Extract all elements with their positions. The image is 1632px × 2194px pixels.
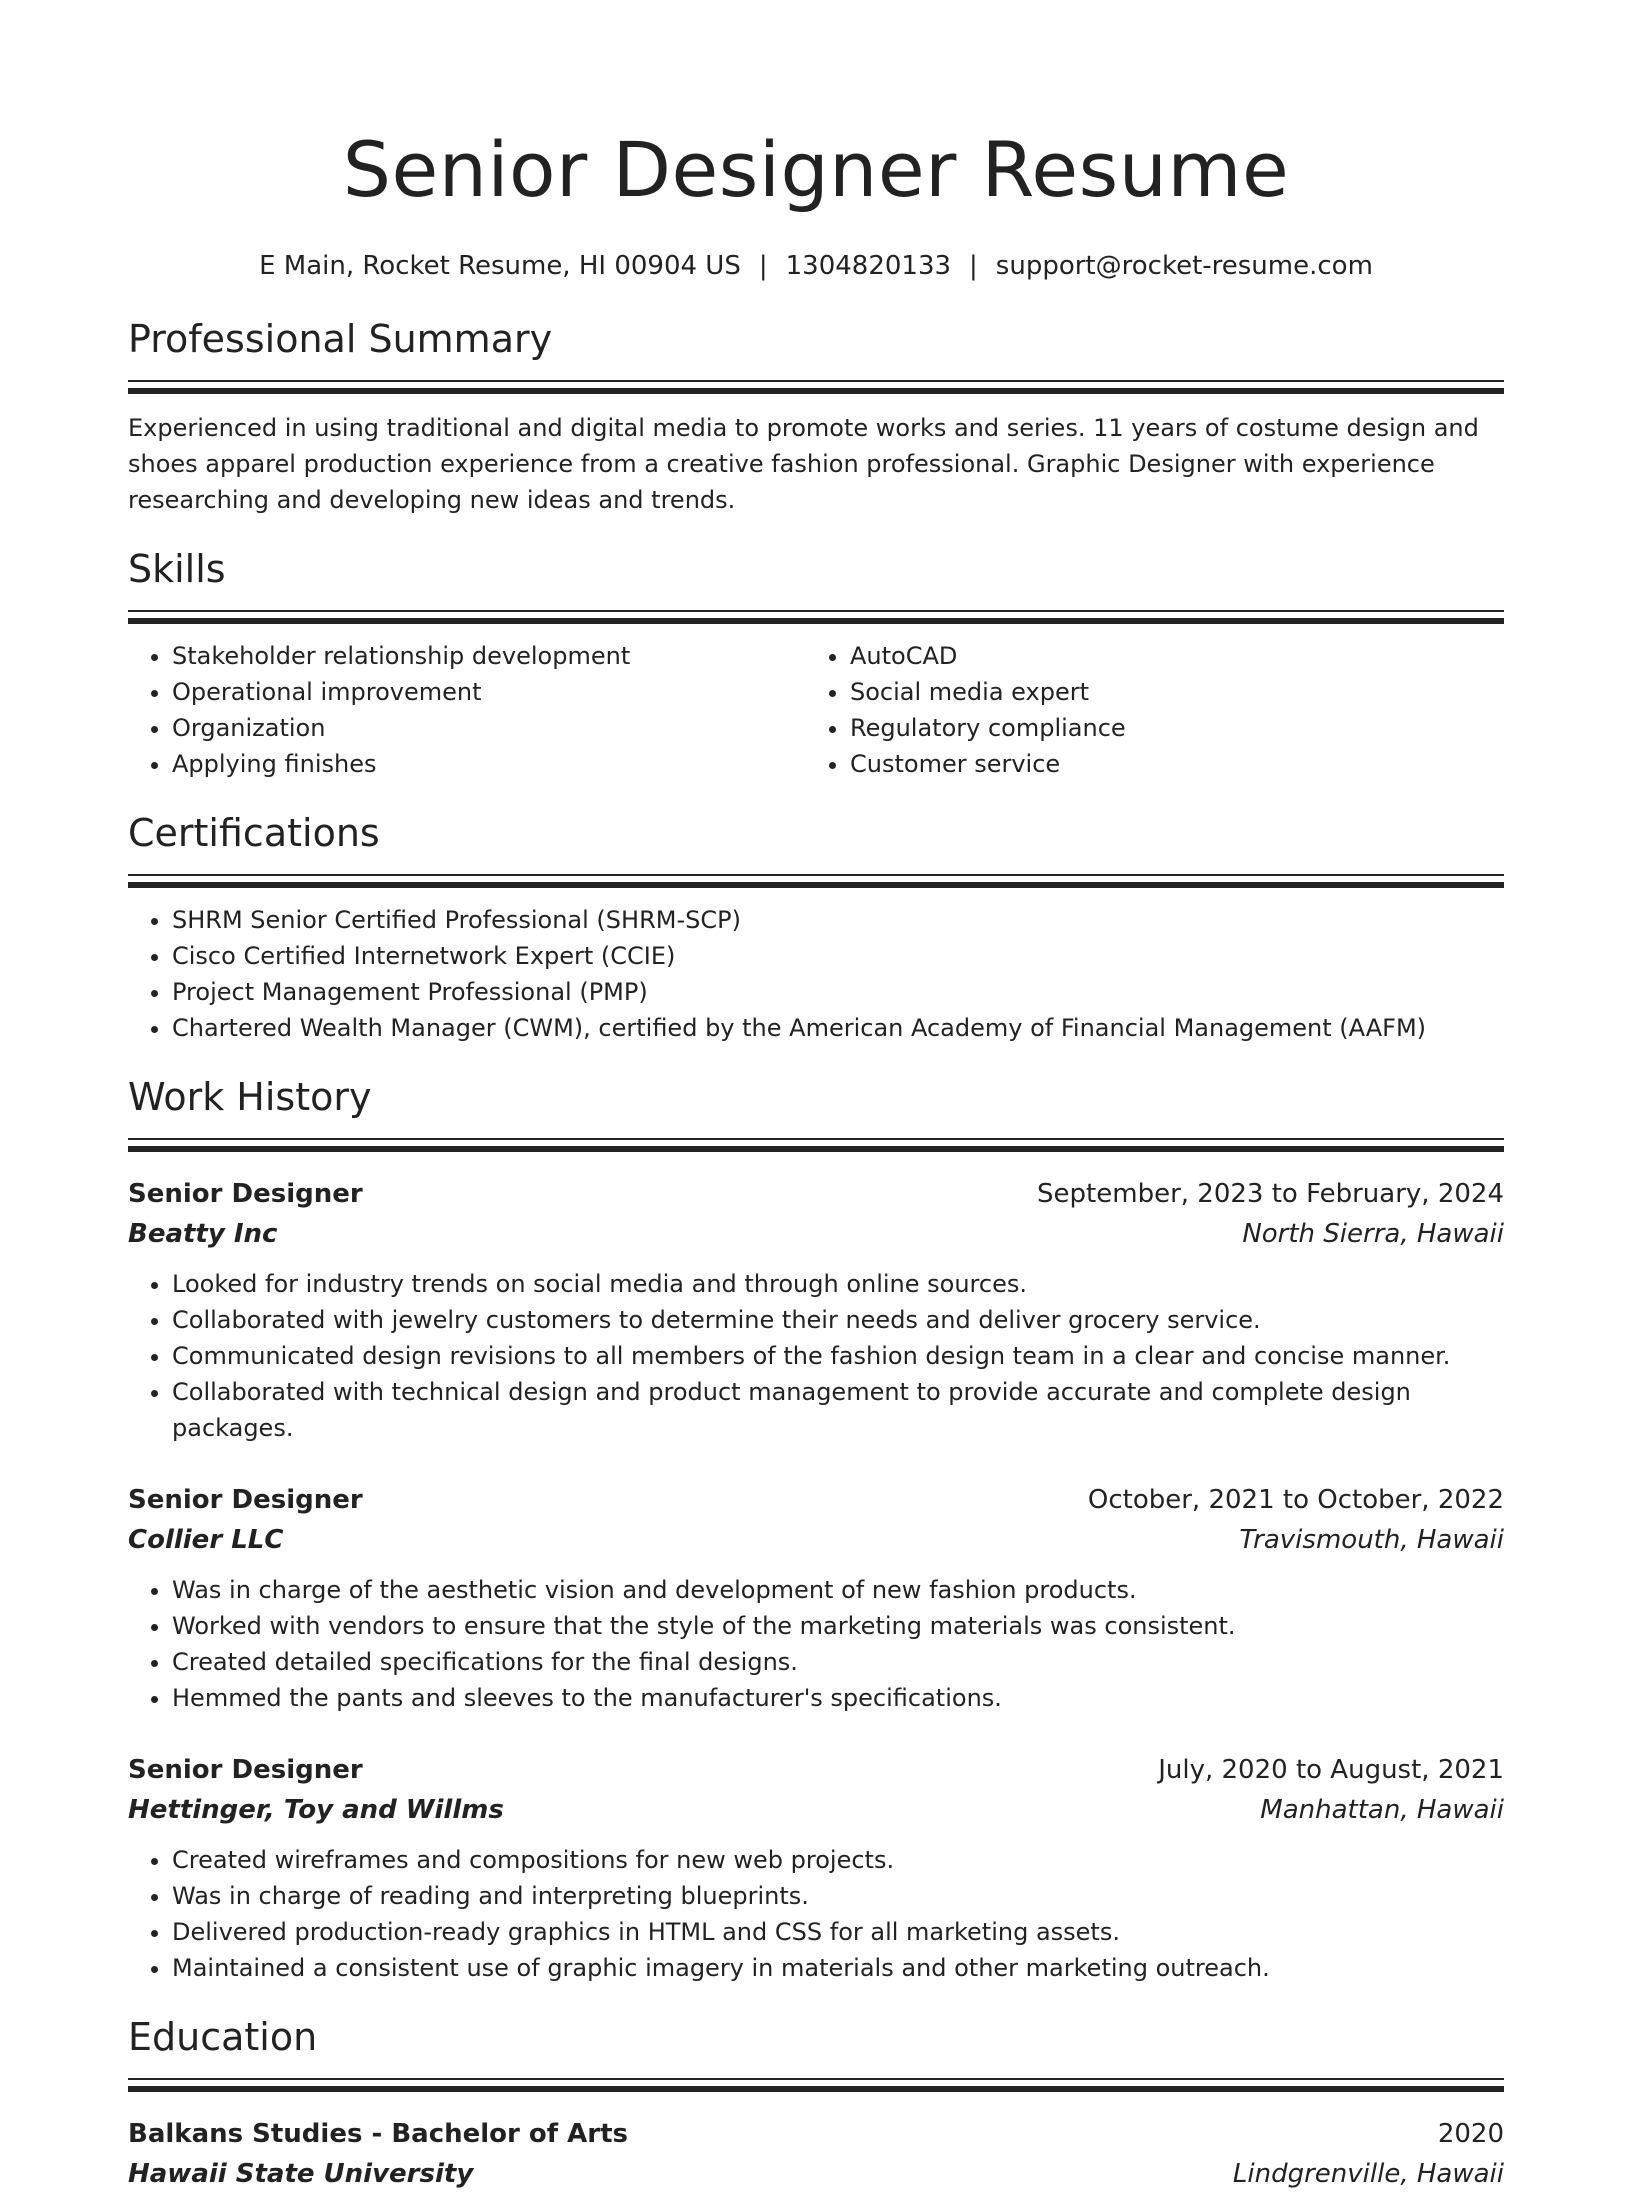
job-company: Hettinger, Toy and Willms [128, 1795, 504, 1825]
contact-separator: | [969, 251, 978, 281]
skill-item: • Social media expert [850, 674, 1484, 710]
job-dates: October, 2021 to October, 2022 [1087, 1485, 1504, 1515]
section-divider [128, 380, 1504, 394]
education-location: Lindgrenville, Hawaii [1232, 2159, 1504, 2189]
education-degree: Balkans Studies - Bachelor of Arts [128, 2119, 628, 2149]
education-year: 2020 [1437, 2119, 1504, 2149]
skill-item: • Regulatory compliance [850, 710, 1484, 746]
education-school: Hawaii State University [128, 2159, 474, 2189]
section-divider [128, 874, 1504, 888]
skill-item: • Operational improvement [172, 674, 806, 710]
job-entry [128, 1750, 1504, 1986]
job-bullet: • Was in charge of the aesthetic vision and development of new fashion products. [172, 1572, 1504, 1608]
certification-item: • SHRM Senior Certified Professional (SHRM-SCP) [172, 902, 1504, 938]
job-bullet: • Created detailed specifications for the final designs. [172, 1644, 1504, 1680]
skill-item: • Customer service [850, 746, 1484, 782]
job-bullet: • Worked with vendors to ensure that the style of the marketing materials was consistent. [172, 1608, 1504, 1644]
job-subheader-row [128, 1520, 1504, 1560]
skill-item: • Stakeholder relationship development [172, 638, 806, 674]
section-divider [128, 1138, 1504, 1152]
skill-item: • Organization [172, 710, 806, 746]
work-history-heading: Work History [128, 1075, 372, 1119]
job-title: Senior Designer [128, 1485, 363, 1515]
skill-item: • AutoCAD [850, 638, 1484, 674]
job-header-row [128, 1174, 1504, 1214]
skills-list-left [128, 638, 806, 782]
summary-text: Experienced in using traditional and digital media to promote works and series. 11 years of costume design and shoes apparel production experience from a creative fashion professional. Graphic Designer with experience researching and developing new ideas and trends. [128, 414, 1479, 514]
job-bullet: • Delivered production-ready graphics in HTML and CSS for all marketing assets. [172, 1914, 1504, 1950]
job-title: Senior Designer [128, 1179, 363, 1209]
job-bullet: • Collaborated with technical design and product management to provide accurate and complete design packages. [172, 1374, 1504, 1446]
education-header-row [128, 2114, 1504, 2154]
contact-phone: 1304820133 [785, 251, 952, 281]
job-bullet: • Looked for industry trends on social media and through online sources. [172, 1266, 1504, 1302]
job-bullets [128, 1266, 1504, 1446]
certifications-list [128, 902, 1504, 1046]
skills-grid [128, 638, 1504, 782]
certification-item: • Chartered Wealth Manager (CWM), certified by the American Academy of Financial Management (AAFM) [172, 1010, 1504, 1046]
resume-name: Senior Designer Resume [342, 125, 1290, 214]
work-history-section [128, 1072, 1504, 1986]
job-subheader-row [128, 1214, 1504, 1254]
job-bullet: • Maintained a consistent use of graphic imagery in materials and other marketing outreach. [172, 1950, 1504, 1986]
job-company: Beatty Inc [128, 1219, 278, 1249]
skill-item: • Applying finishes [172, 746, 806, 782]
certifications-heading: Certifications [128, 811, 380, 855]
job-title: Senior Designer [128, 1755, 363, 1785]
job-dates: July, 2020 to August, 2021 [1158, 1755, 1504, 1785]
education-subheader-row [128, 2154, 1504, 2194]
resume-page [128, 110, 1504, 2194]
summary-heading: Professional Summary [128, 317, 553, 361]
job-bullet: • Collaborated with jewelry customers to determine their needs and deliver grocery service. [172, 1302, 1504, 1338]
contact-address: E Main, Rocket Resume, HI 00904 US [259, 251, 741, 281]
job-entry [128, 1480, 1504, 1716]
job-dates: September, 2023 to February, 2024 [1037, 1179, 1504, 1209]
job-bullet: • Communicated design revisions to all members of the fashion design team in a clear and concise manner. [172, 1338, 1504, 1374]
contact-email: support@rocket-resume.com [995, 251, 1373, 281]
section-divider [128, 610, 1504, 624]
job-company: Collier LLC [128, 1525, 284, 1555]
certification-item: • Cisco Certified Internetwork Expert (CCIE) [172, 938, 1504, 974]
section-divider [128, 2078, 1504, 2092]
job-header-row [128, 1480, 1504, 1520]
job-bullets [128, 1842, 1504, 1986]
education-heading: Education [128, 2015, 318, 2059]
contact-separator: | [758, 251, 768, 281]
job-location: Manhattan, Hawaii [1260, 1795, 1504, 1825]
contact-line [128, 248, 1504, 284]
certifications-section [128, 808, 1504, 1046]
job-location: Travismouth, Hawaii [1239, 1525, 1504, 1555]
skills-heading: Skills [128, 547, 226, 591]
certification-item: • Project Management Professional (PMP) [172, 974, 1504, 1010]
education-section [128, 2012, 1504, 2194]
job-location: North Sierra, Hawaii [1242, 1219, 1504, 1249]
job-header-row [128, 1750, 1504, 1790]
job-bullet: • Hemmed the pants and sleeves to the manufacturer's specifications. [172, 1680, 1504, 1716]
job-bullets [128, 1572, 1504, 1716]
job-bullet: • Was in charge of reading and interpreting blueprints. [172, 1878, 1504, 1914]
summary-section [128, 314, 1504, 518]
skills-section [128, 544, 1504, 782]
job-subheader-row [128, 1790, 1504, 1830]
education-entry [128, 2114, 1504, 2194]
job-bullet: • Created wireframes and compositions for new web projects. [172, 1842, 1504, 1878]
skills-list-right [806, 638, 1484, 782]
job-entry [128, 1174, 1504, 1446]
